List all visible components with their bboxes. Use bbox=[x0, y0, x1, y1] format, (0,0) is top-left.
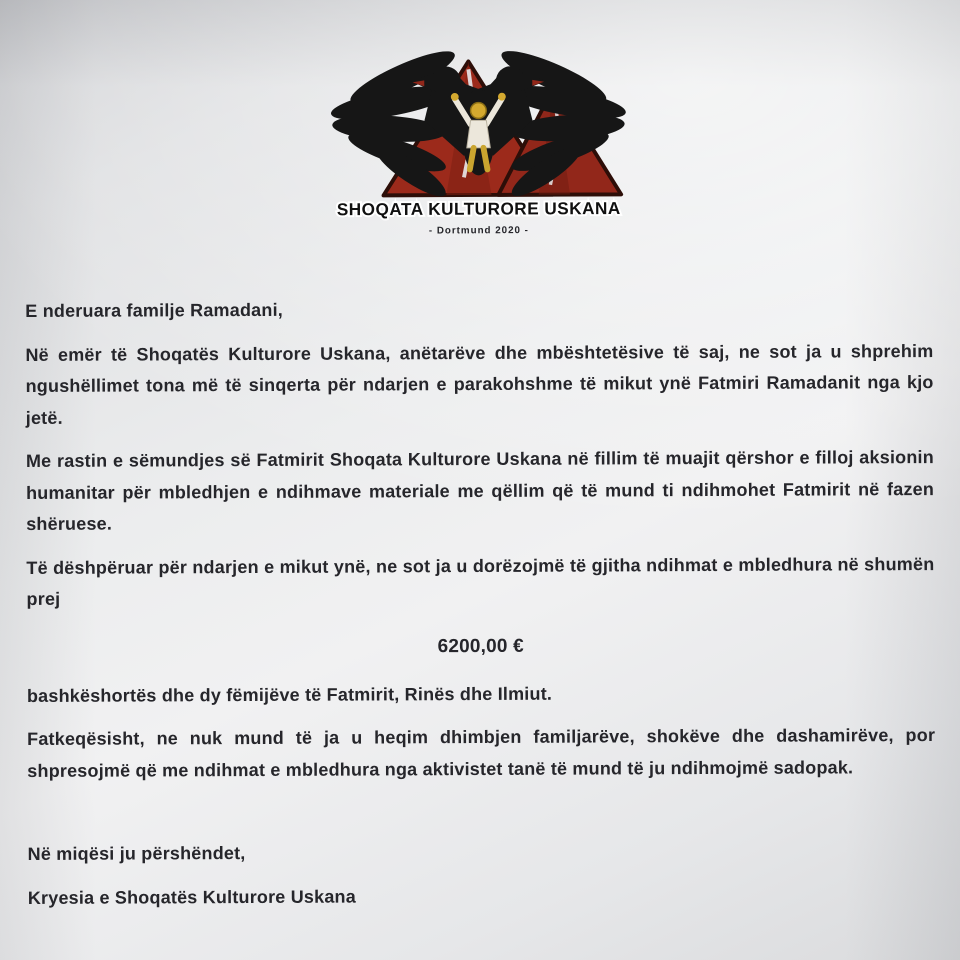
paragraph-handover: Të dëshpëruar për ndarjen e mikut ynë, ne sot ja u dorëzojmë të gjitha ndihmat e mbledhura në shumën prej bbox=[26, 553, 935, 609]
letter-body bbox=[25, 292, 936, 914]
uskana-emblem bbox=[323, 29, 634, 248]
signature: Kryesia e Shoqatës Kulturore Uskana bbox=[27, 886, 356, 908]
org-logo bbox=[323, 29, 634, 248]
salutation: E nderuara familje Ramadani, bbox=[25, 299, 284, 321]
paragraph-recipients: bashkëshortës dhe dy fëmijëve të Fatmirit, Rinës dhe Ilmiut. bbox=[26, 683, 553, 706]
donation-amount: 6200,00 € bbox=[437, 635, 524, 657]
paragraph-condolences: Në emër të Shoqatës Kulturore Uskana, anëtarëve dhe mbështetësive të saj, ne sot ja u shprehim ngushëllimet tona më të sinqerta për ndarjen e parakohshme të mikut ynë Fatmiri Ramadanit nga kjo jetë. bbox=[25, 340, 934, 428]
paragraph-closing: Fatkeqësisht, ne nuk mund të ja u heqim dhimbjen familjarëve, shokëve dhe dashamirëve, por shpresojmë që me ndihmat e mbledhura nga aktivistet tanë të mund të ju ndihmojmë sadopak. bbox=[27, 725, 936, 781]
paragraph-campaign: Me rastin e sëmundjes së Fatmirit Shoqata Kulturore Uskana në fillim të muajit qërshor e filloj aksionin humanitar për mbledhjen e ndihmave materiale me qëllim që të mund ti ndihmohet Fatmirit në fazen shëruese. bbox=[25, 447, 935, 534]
org-subtitle-text: - Dortmund 2020 - bbox=[428, 225, 529, 237]
signoff: Në miqësi ju përshëndet, bbox=[27, 843, 246, 865]
org-name-text: SHOQATA KULTURORE USKANA bbox=[336, 197, 621, 220]
